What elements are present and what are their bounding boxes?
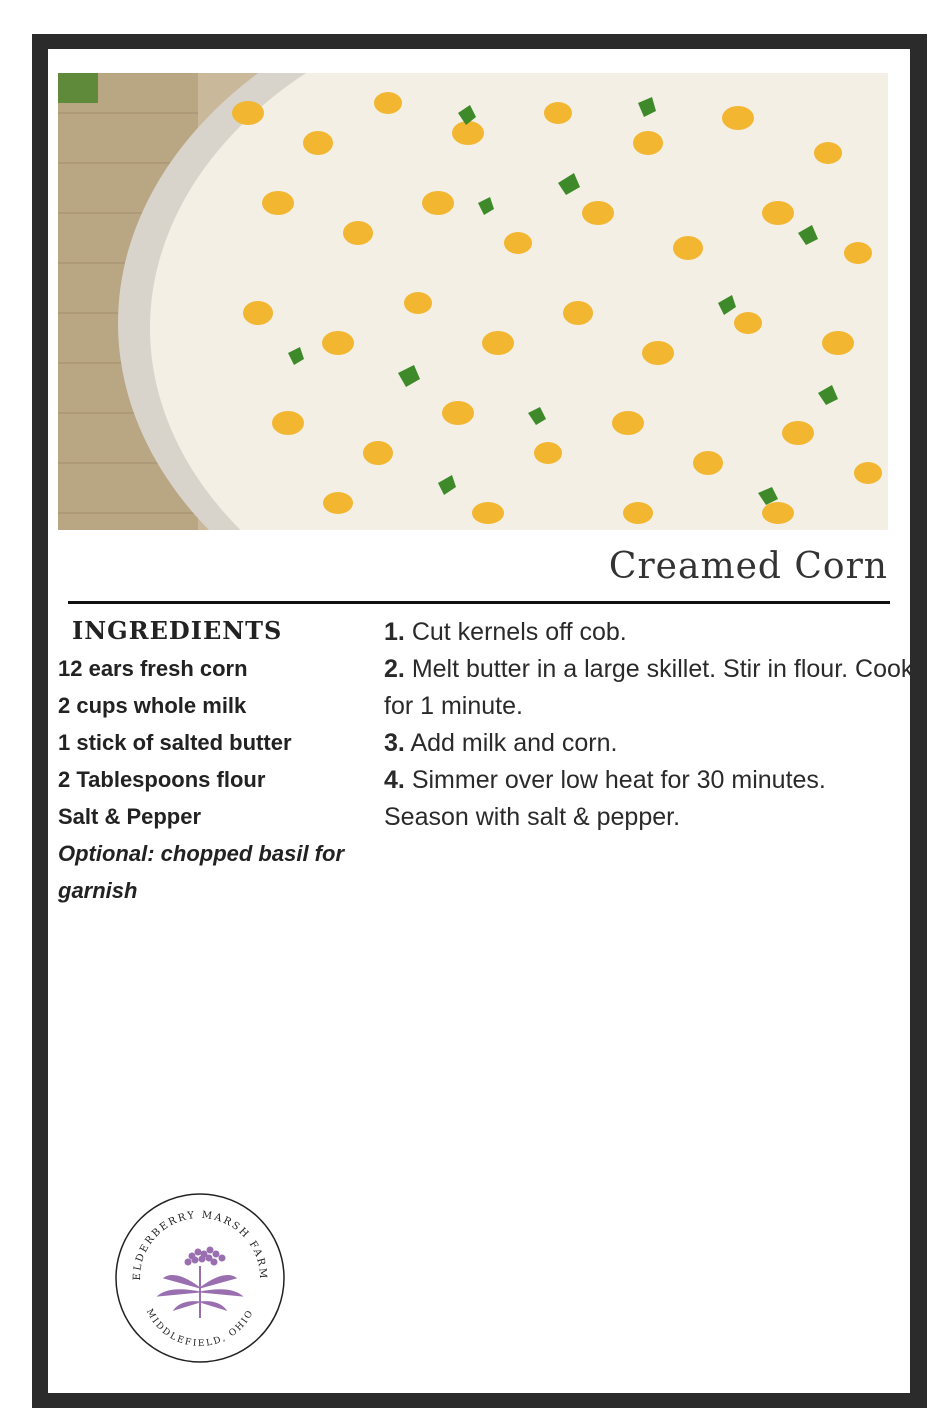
step-number: 4. [384,766,405,794]
ingredient-item: Salt & Pepper [58,804,202,829]
step-number: 3. [384,729,405,757]
title-divider [68,601,890,604]
ingredients-heading: INGREDIENTS [72,616,283,645]
step-item [384,725,914,762]
ingredient-item: 1 stick of salted butter [58,730,292,755]
ingredients-list [58,650,368,909]
recipe-title: Creamed Corn [608,546,888,587]
step-item [384,614,914,651]
step-text: Simmer over low heat for 30 minutes. Season with salt & pepper. [384,766,826,831]
ingredient-item: 12 ears fresh corn [58,656,248,681]
step-text: Add milk and corn. [410,729,618,757]
logo-top-text: ELDERBERRY MARSH FARM [131,1209,269,1281]
step-text: Cut kernels off cob. [411,618,627,646]
logo-bottom-text: MIDDLEFIELD, OHIO [143,1307,257,1350]
ingredient-item: 2 Tablespoons flour [58,767,266,792]
step-text: Melt butter in a large skillet. Stir in flour. Cook for 1 minute. [384,655,914,720]
instructions-list [384,614,914,836]
step-item [384,651,914,725]
step-number: 1. [384,618,405,646]
creamed-corn-photo [58,73,888,530]
step-number: 2. [384,655,405,683]
ingredient-item: 2 cups whole milk [58,693,247,718]
step-item [384,762,914,836]
farm-logo [114,1192,286,1364]
ingredient-optional: Optional: chopped basil for garnish [58,841,344,903]
